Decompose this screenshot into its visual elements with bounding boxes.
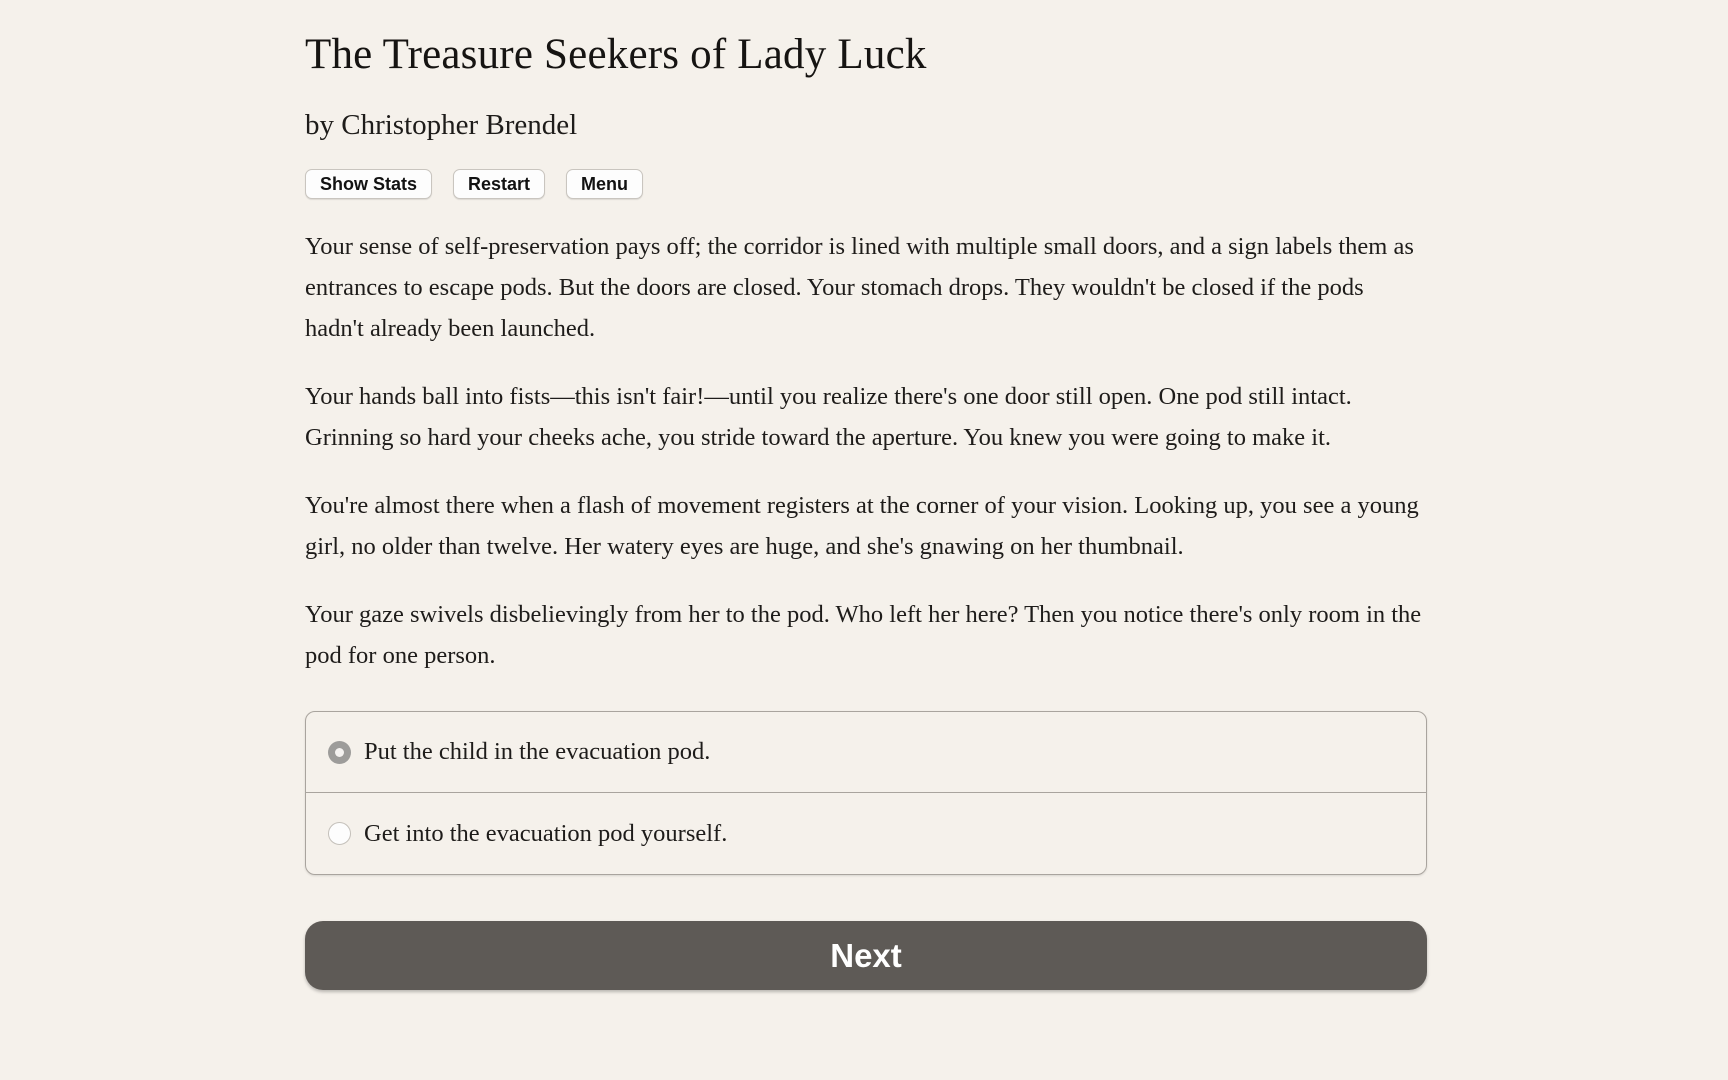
- next-button[interactable]: Next: [305, 921, 1427, 990]
- radio-button-icon[interactable]: [328, 741, 351, 764]
- radio-button-icon[interactable]: [328, 822, 351, 845]
- page-title: The Treasure Seekers of Lady Luck: [305, 31, 927, 78]
- choice-option-label: Put the child in the evacuation pod.: [364, 738, 711, 765]
- story-paragraph: Your hands ball into fists—this isn't fair!—until you realize there's one door still open. One pod still intact. Grinning so hard your cheeks ache, you stride toward the aperture. You knew you were going to make it.: [305, 383, 1352, 451]
- author-byline: by Christopher Brendel: [305, 109, 578, 141]
- story-paragraph: Your gaze swivels disbelievingly from her to the pod. Who left her here? Then you notice there's only room in the pod for one person.: [305, 601, 1422, 669]
- story-text: [305, 226, 1427, 676]
- toolbar: [305, 169, 1427, 199]
- restart-button[interactable]: Restart: [453, 169, 545, 199]
- choice-option-get-in-pod-yourself[interactable]: [306, 792, 1426, 874]
- choice-option-label: Get into the evacuation pod yourself.: [364, 819, 728, 847]
- story-paragraph: You're almost there when a flash of movement registers at the corner of your vision. Looking up, you see a young girl, no older than twelve. Her watery eyes are huge, and she's gnawing on her thumbnail.: [305, 492, 1419, 560]
- menu-button[interactable]: Menu: [566, 169, 643, 199]
- choice-option-put-child-in-pod[interactable]: [306, 712, 1426, 792]
- show-stats-button[interactable]: Show Stats: [305, 169, 432, 199]
- story-paragraph: Your sense of self-preservation pays off; the corridor is lined with multiple small doors, and a sign labels them as entrances to escape pods. But the doors are closed. Your stomach drops. They wouldn't be closed if the pods hadn't already been launched.: [305, 233, 1414, 342]
- choice-group: [305, 711, 1427, 875]
- story-page: [305, 0, 1427, 990]
